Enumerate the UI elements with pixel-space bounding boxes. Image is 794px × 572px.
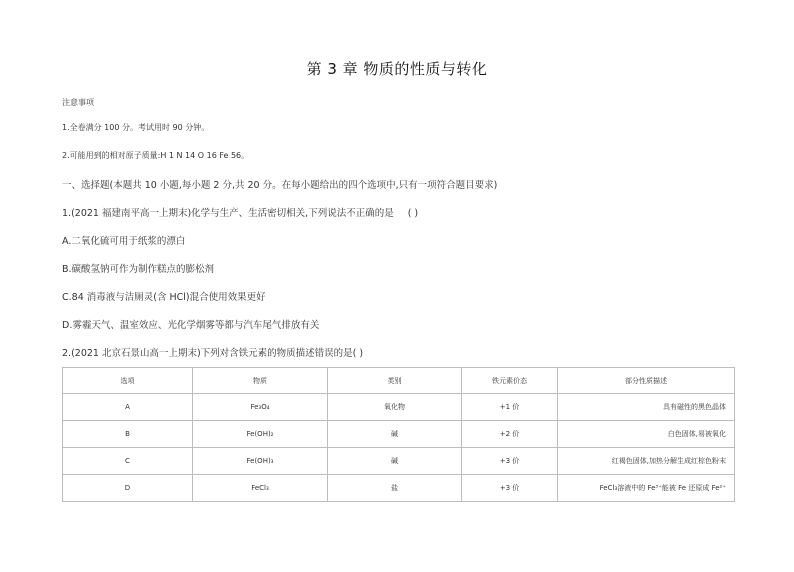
row-d-option: D	[63, 475, 193, 502]
notice-heading: 注意事项	[62, 98, 94, 107]
question-1-stem	[62, 205, 418, 219]
header-category: 类别	[328, 368, 462, 394]
section-heading: 一、选择题(本题共 10 小题,每小题 2 分,共 20 分。在每小题给出的四个选项中,只有一项符合题目要求)	[62, 180, 498, 191]
row-b-category: 碱	[328, 421, 462, 448]
header-option: 选项	[63, 368, 193, 394]
row-b-substance: Fe(OH)₂	[193, 421, 328, 448]
header-iron-valence: 铁元素价态	[462, 368, 558, 394]
table-row	[63, 394, 735, 421]
row-d-category: 盐	[328, 475, 462, 502]
answer-bracket: ( )	[407, 208, 419, 219]
question-1-option-b: B.碳酸氢钠可作为制作糕点的膨松剂	[62, 264, 215, 275]
question-2-stem: 2.(2021 北京石景山高一上期末)下列对含铁元素的物质描述错误的是( )	[62, 348, 364, 359]
row-b-properties: 白色固体,易被氧化	[558, 421, 735, 448]
row-a-properties: 具有磁性的黑色晶体	[558, 394, 735, 421]
table-row	[63, 421, 735, 448]
question-1-option-c: C.84 消毒液与洁厕灵(含 HCl)混合使用效果更好	[62, 292, 266, 303]
question-1-text: 1.(2021 福建南平高一上期末)化学与生产、生活密切相关,下列说法不正确的是	[62, 208, 394, 219]
notice-item-2: 2.可能用到的相对原子质量:H 1 N 14 O 16 Fe 56。	[62, 151, 250, 160]
row-d-properties: FeCl₃溶液中的 Fe³⁺能被 Fe 还原成 Fe²⁺	[558, 475, 735, 502]
row-c-valence: +3 价	[462, 448, 558, 475]
row-c-category: 碱	[328, 448, 462, 475]
table-row	[63, 448, 735, 475]
row-c-properties: 红褐色固体,加热分解生成红棕色粉末	[558, 448, 735, 475]
header-substance: 物质	[193, 368, 328, 394]
row-d-valence: +3 价	[462, 475, 558, 502]
table-row	[63, 475, 735, 502]
row-b-option: B	[63, 421, 193, 448]
chapter-title: 第 3 章 物质的性质与转化	[306, 60, 488, 78]
question-1-option-d: D.雾霾天气、温室效应、光化学烟雾等都与汽车尾气排放有关	[62, 320, 320, 331]
row-a-category: 氧化物	[328, 394, 462, 421]
row-d-substance: FeCl₃	[193, 475, 328, 502]
row-c-option: C	[63, 448, 193, 475]
iron-substances-table	[62, 367, 735, 502]
notice-item-1: 1.全卷满分 100 分。考试用时 90 分钟。	[62, 123, 210, 132]
header-properties: 部分性质描述	[558, 368, 735, 394]
row-c-substance: Fe(OH)₃	[193, 448, 328, 475]
question-1-option-a: A.二氧化硫可用于纸浆的漂白	[62, 236, 186, 247]
table-header-row	[63, 368, 735, 394]
row-a-option: A	[63, 394, 193, 421]
row-a-valence: +1 价	[462, 394, 558, 421]
row-b-valence: +2 价	[462, 421, 558, 448]
row-a-substance: Fe₃O₄	[193, 394, 328, 421]
